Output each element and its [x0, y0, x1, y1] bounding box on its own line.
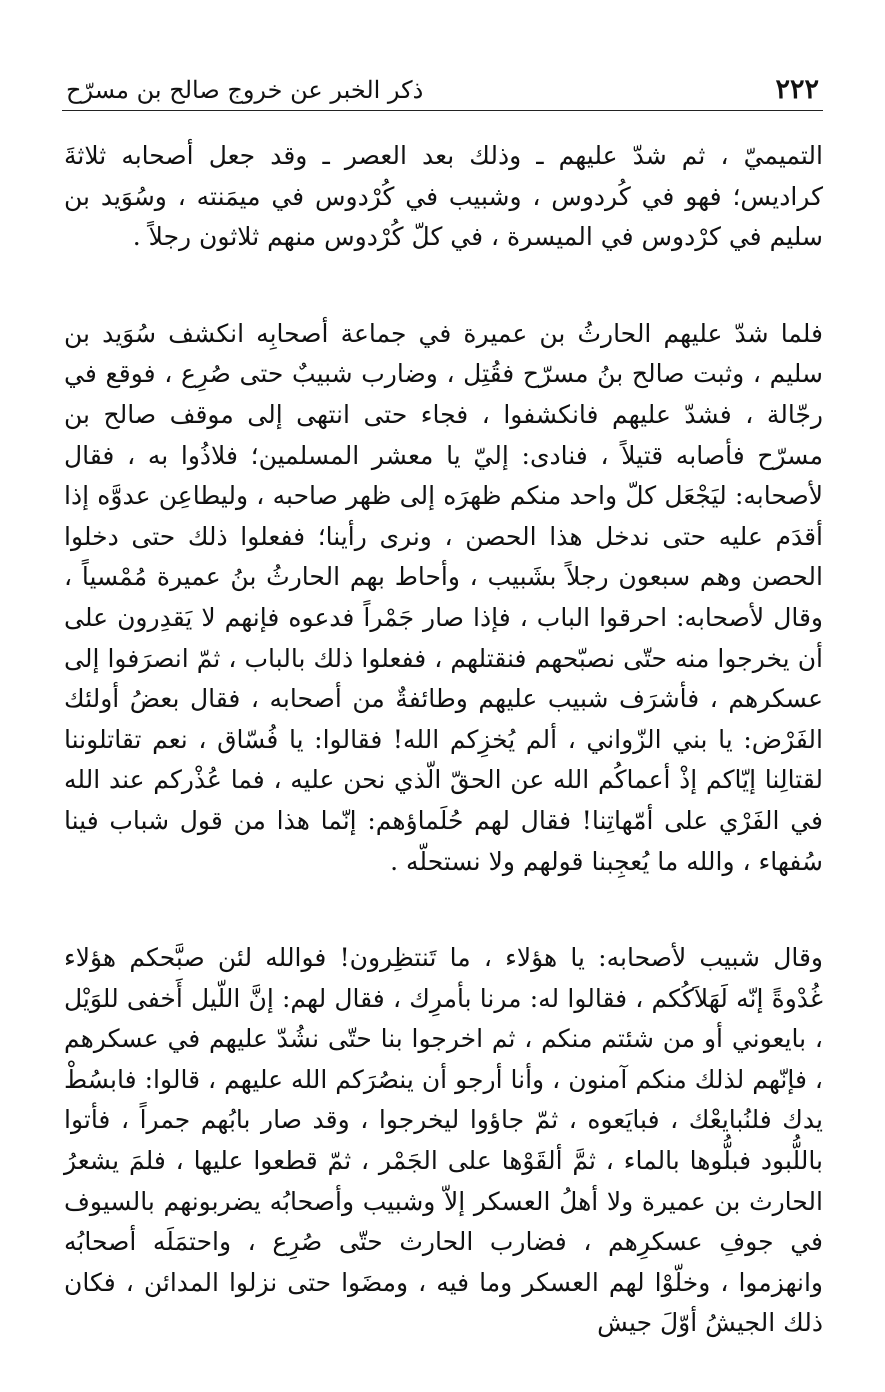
body-text [64, 136, 823, 1344]
chapter-title: ذكر الخبر عن خروج صالح بن مسرّح [66, 76, 424, 104]
paragraph: وقال شبيب لأصحابه: يا هؤلاء ، ما تَنتظِرون! فوالله لئن صبَّحكم هؤلاء غُدْوةً إنّه لَهَلاَكُكم ، فقالوا له: مرنا بأمرِك ، فقال لهم: إنَّ اللّيل أَخفى للوَيْل ، بايعوني أو من شئتم منكم ، ثم اخرجوا بنا حتّى نشُدّ عليهم في عسكرهم ، فإنّهم لذلك منكم آمنون ، وأنا أرجو أن ينصُرَكم الله عليهم ، قالوا: فابسُطْ يدك فلنُبايعْك ، فبايَعوه ، ثمّ جاؤوا ليخرجوا ، وقد صار بابُهم جمراً ، فأتوا باللُّبود فبلُّوها بالماء ، ثمَّ ألقَوْها على الجَمْر ، ثمّ قطعوا عليها ، فلمَ يشعرُ الحارث بن عميرة ولا أهلُ العسكر إلاّ وشبيب وأصحابُه يضربونهم بالسيوف في جوفِ عسكرِهم ، فضارب الحارث حتّى صُرِع ، واحتمَلَه أصحابُه وانهزموا ، وخلّوْا لهم العسكر وما فيه ، ومضَوا حتى نزلوا المدائن ، فكان ذلك الجيشُ أوّلَ جيش [64, 943, 823, 1338]
paragraph: التميميّ ، ثم شدّ عليهم ـ وذلك بعد العصر ـ وقد جعل أصحابه ثلاثةَ كراديس؛ فهو في كُردوس ، وشبيب في كُرْدوس في ميمَنته ، وسُوَيد بن سليم في كرْدوس في الميسرة ، في كلّ كُرْدوس منهم ثلاثون رجلاً . [64, 141, 823, 252]
page-number: ٢٢٢ [775, 74, 819, 105]
paragraph: فلما شدّ عليهم الحارثُ بن عميرة في جماعة أصحابِه انكشف سُوَيد بن سليم ، وثبت صالح بنُ مسرّح فقُتِل ، وضارب شبيبٌ حتى صُرِع ، فوقع في رجّالة ، فشدّ عليهم فانكشفوا ، فجاء حتى انتهى إلى موقف صالح بن مسرّح فأصابه قتيلاً ، فنادى: إليّ يا معشر المسلمين؛ فلاذُوا به ، فقال لأصحابه: ليَجْعَل كلّ واحد منكم ظهرَه إلى ظهر صاحبه ، وليطاعِن عدوَّه إذا أقدَم عليه حتى ندخل هذا الحصن ، ونرى رأينا؛ ففعلوا ذلك حتى دخلوا الحصن وهم سبعون رجلاً بشَبيب ، وأحاط بهم الحارثُ بنُ عميرة مُمْسياً ، وقال لأصحابه: احرقوا الباب ، فإذا صار جَمْراً فدعوه فإنهم لا يَقدِرون على أن يخرجوا منه حتّى نصبّحهم فنقتلهم ، ففعلوا ذلك بالباب ، ثمّ انصرَفوا إلى عسكرهم ، فأشرَف شبيب عليهم وطائفةٌ من أصحابه ، فقال بعضُ أولئك الفَرْض: يا بني الزّواني ، ألم يُخزِكم الله! فقالوا: يا فُسّاق ، نعم تقاتلوننا لقتالِنا إيّاكم إذْ أعماكُم الله عن الحقّ الّذي نحن عليه ، فما عُذْركم عند الله في الفَرْي على أمّهاتِنا! فقال لهم حُلَماؤهم: إنّما هذا من قول شباب فينا سُفهاء ، والله ما يُعجِبنا قولهم ولا نستحلّه . [64, 318, 824, 876]
running-header [62, 70, 823, 111]
